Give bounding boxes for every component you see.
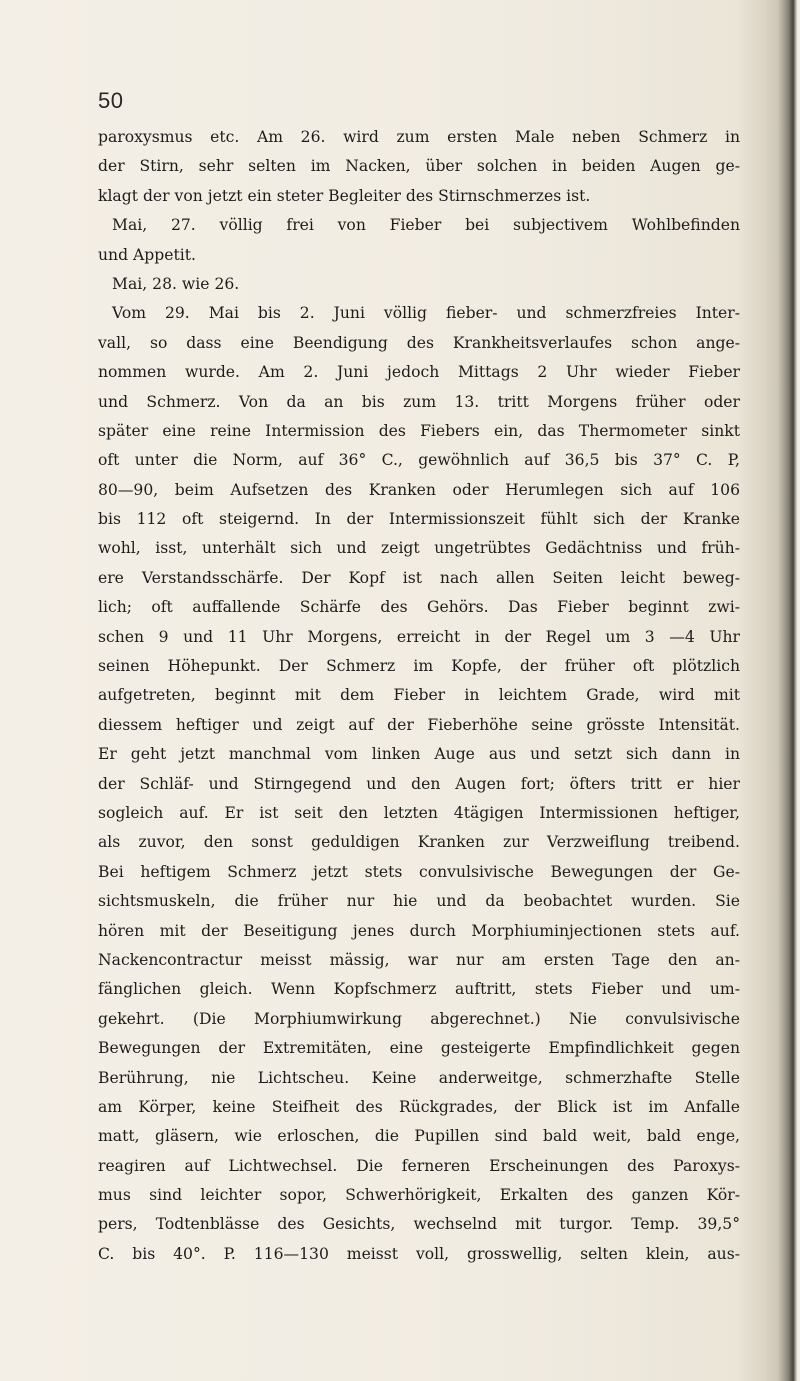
text-line: Vom 29. Mai bis 2. Juni völlig fieber- und schmerzfreies Inter-	[112, 304, 740, 323]
page-number: 50	[98, 88, 124, 113]
text-line: paroxysmus etc. Am 26. wird zum ersten Male neben Schmerz in	[98, 128, 740, 146]
text-line: nommen wurde. Am 2. Juni jedoch Mittags 2 Uhr wieder Fieber	[98, 363, 740, 382]
text-line: matt, gläsern, wie erloschen, die Pupillen sind bald weit, bald enge,	[98, 1127, 740, 1146]
text-line: Nackencontractur meisst mässig, war nur am ersten Tage den an-	[98, 950, 740, 969]
page-gutter-shadow	[766, 0, 800, 1381]
text-line: diessem heftiger und zeigt auf der Fieberhöhe seine grösste Intensität.	[98, 715, 740, 734]
text-line: reagiren auf Lichtwechsel. Die ferneren Erscheinungen des Paroxys-	[98, 1156, 740, 1175]
text-line: aufgetreten, beginnt mit dem Fieber in leichtem Grade, wird mit	[98, 686, 740, 705]
text-line: Er geht jetzt manchmal vom linken Auge aus und setzt sich dann in	[98, 745, 740, 764]
text-line: Bei heftigem Schmerz jetzt stets convulsivische Bewegungen der Ge-	[98, 862, 740, 881]
text-line: mus sind leichter sopor, Schwerhörigkeit, Erkalten des ganzen Kör-	[98, 1186, 740, 1205]
text-line: hören mit der Beseitigung jenes durch Morphiuminjectionen stets auf.	[98, 921, 740, 940]
text-line: Mai, 27. völlig frei von Fieber bei subjectivem Wohlbefinden	[112, 216, 740, 235]
text-line: der Stirn, sehr selten im Nacken, über solchen in beiden Augen ge-	[98, 157, 740, 176]
text-line: Bewegungen der Extremitäten, eine gesteigerte Empfindlichkeit gegen	[98, 1039, 740, 1058]
text-line: schen 9 und 11 Uhr Morgens, erreicht in der Regel um 3 —4 Uhr	[98, 627, 740, 646]
text-line: Berührung, nie Lichtscheu. Keine anderweitge, schmerzhafte Stelle	[98, 1068, 740, 1087]
body-text	[98, 123, 740, 1269]
text-line: fänglichen gleich. Wenn Kopfschmerz auftritt, stets Fieber und um-	[98, 980, 740, 999]
text-line: am Körper, keine Steifheit des Rückgrades, der Blick ist im Anfalle	[98, 1097, 740, 1116]
text-line: Mai, 28. wie 26.	[112, 274, 240, 293]
text-line: pers, Todtenblässe des Gesichts, wechselnd mit turgor. Temp. 39,5°	[98, 1215, 740, 1234]
text-line: klagt der von jetzt ein steter Begleiter des Stirnschmerzes ist.	[98, 186, 591, 205]
text-line: als zuvor, den sonst geduldigen Kranken zur Verzweiflung treibend.	[98, 833, 740, 852]
text-line: C. bis 40°. P. 116—130 meisst voll, grosswellig, selten klein, aus-	[98, 1244, 740, 1263]
text-line: 80—90, beim Aufsetzen des Kranken oder Herumlegen sich auf 106	[98, 480, 740, 499]
text-line: bis 112 oft steigernd. In der Intermissionszeit fühlt sich der Kranke	[98, 510, 740, 529]
text-line: seinen Höhepunkt. Der Schmerz im Kopfe, der früher oft plötzlich	[98, 657, 740, 676]
text-line: wohl, isst, unterhält sich und zeigt ungetrübtes Gedächtniss und früh-	[98, 539, 740, 558]
text-line: gekehrt. (Die Morphiumwirkung abgerechnet.) Nie convulsivische	[98, 1009, 740, 1028]
text-line: sogleich auf. Er ist seit den letzten 4tägigen Intermissionen heftiger,	[98, 803, 740, 822]
text-line: oft unter die Norm, auf 36° C., gewöhnlich auf 36,5 bis 37° C. P,	[98, 451, 740, 470]
text-line: später eine reine Intermission des Fiebers ein, das Thermometer sinkt	[98, 421, 740, 440]
text-line: und Appetit.	[98, 245, 196, 264]
text-line: und Schmerz. Von da an bis zum 13. tritt Morgens früher oder	[98, 392, 740, 411]
text-line: lich; oft auffallende Schärfe des Gehörs. Das Fieber beginnt zwi-	[98, 598, 740, 617]
text-line: der Schläf- und Stirngegend und den Augen fort; öfters tritt er hier	[98, 774, 740, 793]
text-line: vall, so dass eine Beendigung des Krankheitsverlaufes schon ange-	[98, 333, 740, 352]
text-line: ere Verstandsschärfe. Der Kopf ist nach allen Seiten leicht beweg-	[98, 568, 740, 587]
text-line: sichtsmuskeln, die früher nur hie und da beobachtet wurden. Sie	[98, 892, 740, 911]
